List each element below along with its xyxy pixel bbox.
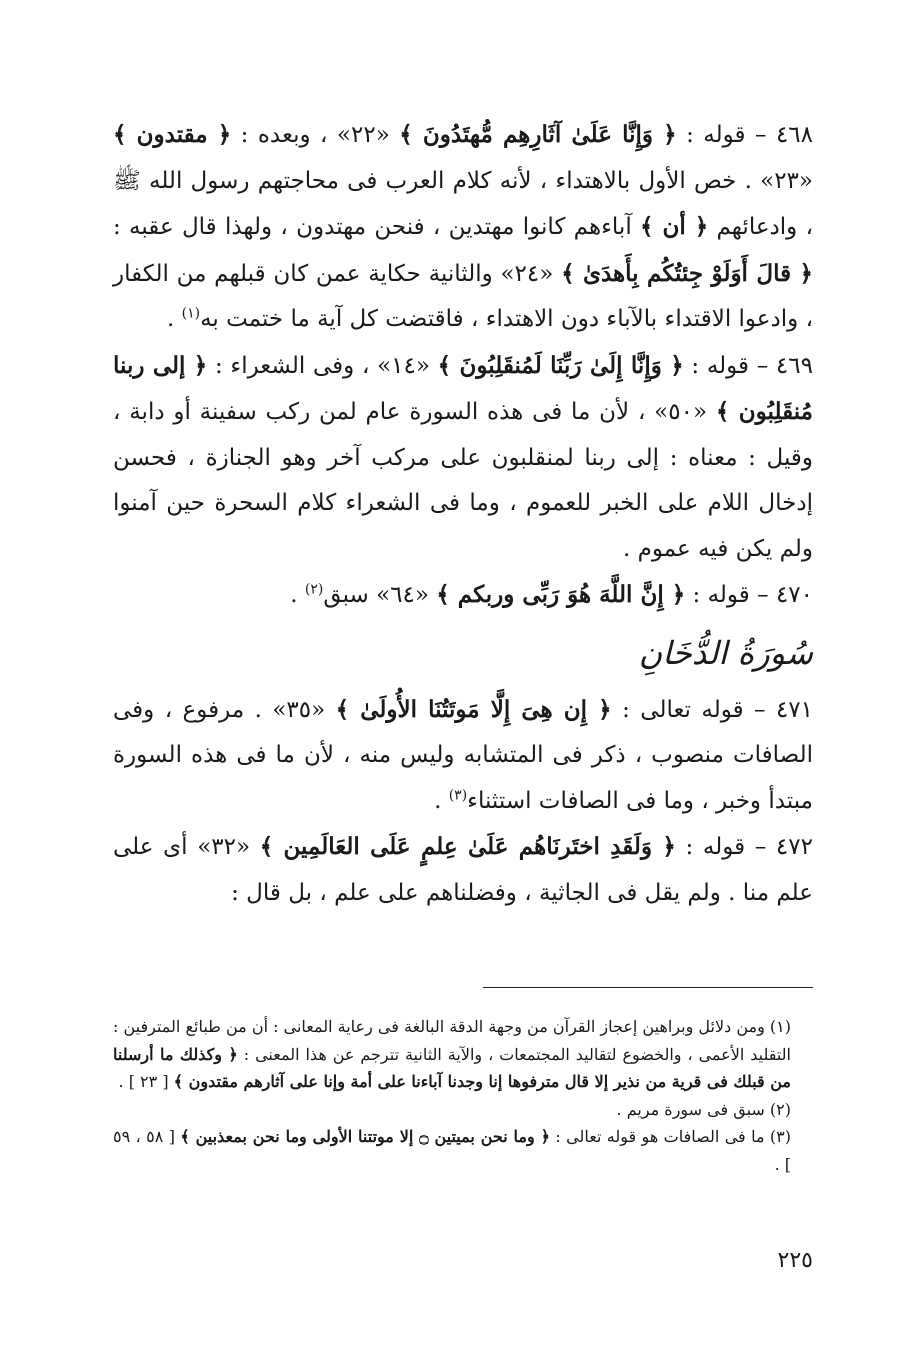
commentary-text: «٣٢» أى على علم منا . ولم يقل فى الجاثية ، وفضلناهم على علم ، بل قال : <box>113 834 813 906</box>
footnote-divider <box>483 987 813 988</box>
footnote-marker: (٢) <box>304 581 324 598</box>
surah-heading: سُورَةُ الدُّخَانِ <box>638 633 813 672</box>
commentary-text: «٢٣» . خص الأول بالاهتداء ، لأنه كلام العرب فى محاجتهم رسول الله ﷺ ، وادعائهم <box>113 167 813 240</box>
commentary-text: «٢٤» والثانية حكاية عمن كان قبلهم من الكفار ، وادعوا الاقتداء بالآباء دون الاهتداء ، فاقتضت كل آية ما ختمت به <box>113 260 813 332</box>
sentence-end: . <box>166 306 182 332</box>
footnote-text: (٣) ما فى الصافات هو قوله تعالى : <box>549 1127 792 1146</box>
quran-verse: ﴿ إلى ربنا مُنقَلِبُون ﴾ <box>113 351 813 425</box>
entry-number: ٤٦٨ <box>775 122 813 148</box>
entry-number: ٤٦٩ <box>775 352 813 379</box>
entry-number: ٤٧٢ <box>775 834 813 860</box>
main-text-block <box>113 112 813 916</box>
footnote-2 <box>113 1096 813 1124</box>
entry-472 <box>113 824 813 916</box>
verse-reference: «١٤» ، وفى الشعراء : <box>207 352 438 379</box>
quran-verse: ﴿ إِنَّ اللَّهَ هُوَ رَبِّى وربكم ﴾ <box>436 581 686 608</box>
verse-reference: «٢٢» ، وبعده : <box>231 122 400 148</box>
footnote-marker: (٣) <box>448 786 468 803</box>
entry-lead: – قوله : <box>683 352 776 379</box>
quran-verse: ﴿ وَإِنَّا عَلَىٰ آثَارِهِم مُّهتَدُونَ ﴾ <box>399 121 677 148</box>
quran-verse: ﴿ أن ﴾ <box>640 213 709 240</box>
footnote-3 <box>113 1123 813 1178</box>
footnote-text: (١) ومن دلائل وبراهين إعجاز القرآن من وجهة الدقة البالغة فى رعاية المعانى : أن من طبائع المترفين : التقليد الأعمى ، والخضوع لتقاليد المجتمعات ، والآية الثانية تترجم عن هذا المعنى : <box>113 1017 792 1064</box>
commentary-text: «٣٥» . مرفوع ، وفى الصافات منصوب ، ذكر فى المتشابه وليس منه ، لأن ما فى هذه السورة مبتدأ وخبر ، وما فى الصافات استثناء <box>113 696 813 814</box>
entry-number: ٤٧٠ <box>775 582 813 608</box>
footnote-text: (٢) سبق فى سورة مريم . <box>616 1099 791 1119</box>
entry-471 <box>113 687 813 825</box>
page-number: ٢٢٥ <box>777 1248 813 1273</box>
sentence-end: . <box>290 582 305 608</box>
commentary-text: آباءهم كانوا مهتدين ، فنحن مهتدون ، ولهذا قال عقبه : <box>113 214 641 240</box>
quran-verse: ﴿ قالَ أَوَلَوْ جِئتُكُم بِأَهدَىٰ ﴾ <box>561 259 814 287</box>
quran-verse: ﴿ وما نحن بميتين ۝ إلا موتتنا الأولى وما نحن بمعذبين ﴾ <box>180 1127 550 1146</box>
entry-lead: – قوله : <box>676 122 776 148</box>
entry-lead: – قوله تعالى : <box>611 696 776 723</box>
quran-verse: ﴿ وَإِنَّا إِلَىٰ رَبِّنَا لَمُنقَلِبُونَ ﴾ <box>437 351 684 379</box>
quran-verse: ﴿ وكذلك ما أرسلنا من قبلك فى قرية من نذير إلا قال مترفوها إنا وجدنا آباءنا على أمة وإنا على آثارهم مقتدون ﴾ <box>113 1044 791 1091</box>
footnote-1 <box>113 1013 813 1096</box>
verse-reference: [ ٥٨ ، ٥٩ ] . <box>113 1127 791 1174</box>
footnote-marker: (١) <box>181 305 201 322</box>
quran-verse: ﴿ إِن هِىَ إِلَّا مَوتَتُنَا الأُولَىٰ ﴾ <box>335 695 612 723</box>
verse-reference: [ ٢٣ ] . <box>118 1072 174 1091</box>
verse-reference: «٦٤» سبق <box>323 582 437 608</box>
sentence-end: . <box>434 787 449 814</box>
entry-469 <box>113 343 813 573</box>
entry-470 <box>113 572 813 619</box>
entry-lead: – قوله : <box>685 582 776 608</box>
commentary-text: «٥٠» ، لأن ما فى هذه السورة عام لمن ركب سفينة أو دابة ، وقيل : معناه : إلى ربنا لمنقلبون على مركب آخر وهو الجنازة ، فحسن إدخال اللام على الخبر للعموم ، وما فى الشعراء كلام السحرة حين آمنوا ولم يكن فيه عموم . <box>113 399 813 562</box>
entry-lead: – قوله : <box>675 834 776 860</box>
entry-468 <box>113 112 813 343</box>
entry-number: ٤٧١ <box>775 696 814 723</box>
quran-verse: ﴿ مقتدون ﴾ <box>113 121 232 148</box>
footnotes-block <box>113 1013 813 1178</box>
quran-verse: ﴿ وَلَقَدِ اختَرنَاهُم عَلَىٰ عِلمٍ عَلَى العَالَمِين ﴾ <box>259 833 676 860</box>
